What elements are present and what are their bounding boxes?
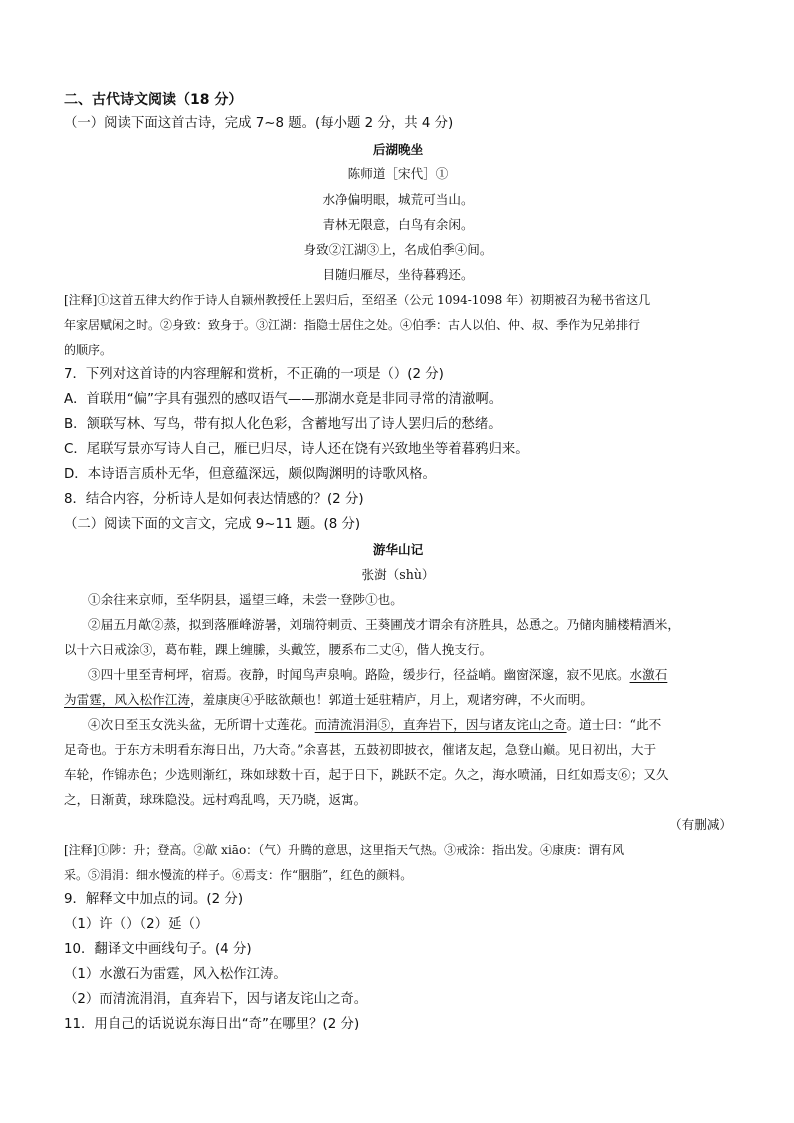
q7-option-b: B．颔联写林、写鸟，带有拟人化色彩，含蓄地写出了诗人罢归后的愁绪。 [64,417,502,432]
poem-note-line: [注释]①这首五律大约作于诗人自颍州教授任上罢归后，至绍圣（公元 1094-1098 年）初期被召为秘书省这几 [64,293,651,307]
essay-paragraph-4-cont: 之，日渐黄，球珠隐没。远村鸡乱鸣，天乃晓，返寓。 [64,792,367,807]
essay-paragraph-2: ②届五月歊②蒸，拟到落雁峰游暑，刘瑞符刺贡、王葵圃茂才谓余有济胜具，怂恿之。乃储肉脯楼精酒米， [88,617,680,632]
part2-instruction: （二）阅读下面的文言文，完成 9~11 题。(8 分) [64,517,361,532]
question-11: 11．用自己的话说说东海日出“奇”在哪里？(2 分) [64,1017,360,1032]
para4-text-2: 。道士曰：“此不 [566,717,662,732]
part1-instruction: （一）阅读下面这首古诗，完成 7~8 题。(每小题 2 分，共 4 分) [64,116,454,131]
question-7: 7．下列对这首诗的内容理解和赏析，不正确的一项是（）(2 分) [64,367,444,382]
question-10: 10．翻译文中画线句子。(4 分) [64,942,252,957]
essay-paragraph-3-cont [64,690,732,710]
poem-line: 目随归雁尽，坐待暮鸦还。 [322,267,474,282]
poem-note-line: 的顺序。 [64,343,113,357]
essay-title: 游华山记 [372,542,424,557]
poem-line: 身致②江湖③上，名成伯季④间。 [303,242,493,257]
q7-option-a: A．首联用“偏”字具有强烈的感叹语气——那湖水竟是非同寻常的清澈啊。 [64,392,503,407]
para4-text: ④次日至玉女洗头盆，无所谓十丈莲花。 [88,717,315,732]
essay-note-line: [注释]①陟：升；登高。②歊 xiāo：（气）升腾的意思，这里指天气热。③戒涂：指出发。④康庚：谓有风 [64,843,625,857]
question-9: 9．解释文中加点的词。(2 分) [64,892,244,907]
question-10-item-2: （2）而清流涓涓，直奔岩下，因与诸友诧山之奇。 [64,992,368,1007]
essay-note-line: 采。⑤涓涓：细水慢流的样子。⑥焉支：作“胭脂”，红色的颜料。 [64,868,413,882]
para3-text: ③四十里至青柯坪，宿焉。夜静，时闻鸟声泉响。路险，缓步行，径益峭。幽窗深邃，寂不见底。 [88,667,630,682]
essay-paragraph-2-cont: 以十六日戒涂③，葛布鞋，踝上缠縢，头戴笠，腰系布二丈④，偕人挽支行。 [64,642,493,657]
essay-paragraph-4-cont: 车轮，作锦赤色；少选则渐红，珠如球数十百，起于日下，跳跃不定。久之，海水喷涌，日红如焉支⑥；又久 [64,767,669,782]
q7-option-d: D．本诗语言质朴无华，但意蕴深远，颇似陶渊明的诗歌风格。 [64,467,436,482]
essay-paragraph-1: ①余往来京师，至华阴县，遥望三峰，未尝一登陟①也。 [88,592,403,607]
question-10-item-1: （1）水激石为雷霆，风入松作江涛。 [64,967,287,982]
essay-paragraph-3 [88,665,732,685]
question-8: 8．结合内容，分析诗人是如何表达情感的？(2 分) [64,492,364,507]
essay-paragraph-4 [88,715,732,735]
section-title: 二、古代诗文阅读（18 分） [64,92,243,108]
poem-line: 青林无限意，白鸟有余闲。 [322,217,474,232]
poem-line: 水净偏明眼，城荒可当山。 [322,192,474,207]
underlined-sentence-2: 而清流涓涓⑤，直奔岩下，因与诸友诧山之奇 [314,717,567,732]
poem-author: 陈师道［宋代］① [347,166,449,181]
source-note: （有删减） [669,817,732,832]
para3-text-cont: ，羞康庚④乎眩欲颠也！郭道士延驻精庐，月上，观诸穷碑，不火而明。 [189,692,593,707]
underlined-sentence-1: 水激石 [629,667,668,682]
q7-option-c: C．尾联写景亦写诗人自己，雁已归尽，诗人还在饶有兴致地坐等着暮鸦归来。 [64,442,529,457]
underlined-sentence-1-cont: 为雷霆，风入松作江涛 [64,692,190,707]
question-9-items: （1）许（）（2）延（） [64,917,209,932]
essay-author: 张澍（shù） [361,567,435,582]
poem-title: 后湖晚坐 [372,142,424,157]
essay-paragraph-4-cont: 足奇也。于东方未明看东海日出，乃大奇。”余喜甚，五鼓初即披衣，催诸友起，急登山巅。见日初出，大于 [64,742,657,757]
poem-note-line: 年家居赋闲之时。②身致：致身于。③江湖：指隐士居住之处。④伯季：古人以伯、仲、叔、季作为兄弟排行 [64,318,641,332]
